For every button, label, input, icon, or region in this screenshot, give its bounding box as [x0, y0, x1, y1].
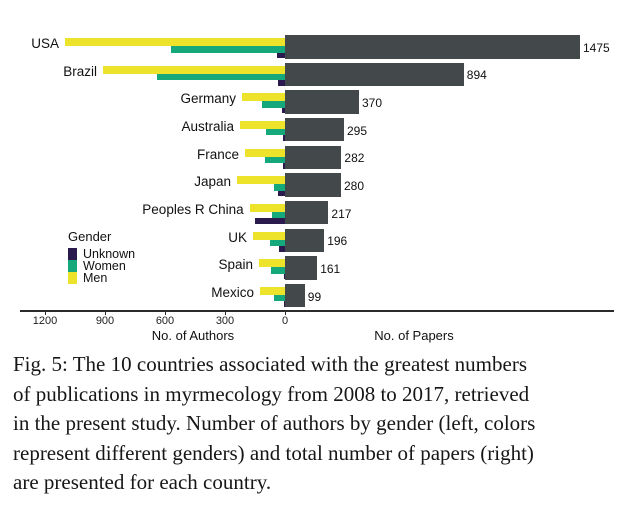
- caption-line: of publications in myrmecology from 2008 to 2017, retrieved: [13, 381, 530, 406]
- papers-bar: [285, 284, 305, 308]
- unknown-authors-bar: [284, 301, 285, 307]
- women-authors-bar: [265, 157, 285, 164]
- country-label: USA: [31, 36, 59, 51]
- gender-legend: [68, 229, 135, 284]
- unknown-authors-bar: [278, 80, 285, 86]
- right-axis-title: No. of Papers: [374, 328, 454, 343]
- country-label: France: [196, 146, 239, 162]
- country-label: Spain: [218, 257, 253, 273]
- paper-count-label: 196: [327, 234, 348, 249]
- legend-label-women: Women: [83, 259, 126, 273]
- women-authors-bar: [266, 129, 285, 136]
- paper-count-label: 370: [362, 96, 383, 111]
- caption-line: in the present study. Number of authors by gender (left, colors: [13, 411, 536, 435]
- paper-count-label: 99: [307, 289, 322, 304]
- men-authors-bar: [65, 38, 285, 46]
- men-authors-bar: [242, 93, 285, 101]
- country-label: Japan: [194, 174, 231, 190]
- papers-bar: [285, 201, 328, 225]
- caption-line: Fig. 5: The 10 countries associated with the greatest numbers: [13, 352, 527, 376]
- papers-bar: [285, 256, 317, 280]
- unknown-authors-bar: [277, 53, 285, 59]
- men-authors-bar: [237, 176, 285, 184]
- unknown-authors-bar: [284, 274, 285, 280]
- unknown-authors-bar: [255, 218, 285, 224]
- x-axis-line: [20, 310, 614, 312]
- unknown-authors-bar: [282, 108, 285, 114]
- unknown-authors-bar: [283, 163, 285, 169]
- tick-label: 300: [215, 315, 235, 327]
- unknown-swatch-icon: [68, 248, 77, 260]
- tick-label: 1200: [32, 315, 58, 327]
- papers-bar: [285, 35, 580, 59]
- unknown-authors-bar: [279, 246, 285, 252]
- men-authors-bar: [250, 204, 285, 212]
- paper-count-label: 280: [344, 179, 365, 193]
- country-label: UK: [228, 229, 247, 245]
- figure-caption: [13, 350, 629, 498]
- unknown-authors-bar: [283, 135, 285, 141]
- papers-bar: [285, 63, 464, 87]
- chart-row-mexico: [0, 284, 634, 308]
- paper-count-label: 282: [344, 151, 365, 166]
- unknown-authors-bar: [278, 191, 285, 197]
- chart-row-japan: [0, 173, 634, 197]
- women-swatch-icon: [68, 260, 77, 272]
- country-label: Peoples R China: [142, 201, 244, 217]
- left-axis-title: No. of Authors: [151, 328, 235, 343]
- paper-count-label: 1475: [583, 40, 610, 55]
- country-label: Australia: [181, 118, 234, 134]
- chart-row-germany: [0, 90, 634, 114]
- paper-count-label: 217: [331, 206, 352, 221]
- caption-line: are presented for each country.: [13, 470, 272, 494]
- men-authors-bar: [260, 287, 285, 295]
- tick-label: 0: [281, 315, 289, 327]
- papers-bar: [285, 118, 344, 142]
- women-authors-bar: [171, 46, 285, 53]
- chart-row-brazil: [0, 63, 634, 87]
- men-swatch-icon: [68, 272, 77, 284]
- papers-bar: [285, 173, 341, 197]
- papers-bar: [285, 146, 341, 170]
- country-label: Brazil: [63, 63, 97, 79]
- chart-row-australia: [0, 118, 634, 142]
- legend-title: Gender: [68, 229, 112, 244]
- caption-line: represent different genders) and total number of papers (right): [13, 440, 534, 465]
- country-label: Germany: [180, 91, 236, 107]
- chart-row-usa: [0, 35, 634, 59]
- legend-label-men: Men: [83, 271, 108, 285]
- men-authors-bar: [103, 66, 285, 74]
- paper-count-label: 161: [320, 261, 341, 276]
- papers-bar: [285, 229, 324, 253]
- tick-label: 600: [155, 315, 175, 327]
- tick-label: 900: [95, 315, 115, 327]
- papers-bar: [285, 90, 359, 114]
- paper-count-label: 894: [466, 68, 487, 83]
- country-label: Mexico: [211, 284, 254, 300]
- men-authors-bar: [253, 232, 285, 240]
- paper-count-label: 295: [347, 123, 368, 138]
- chart-row-peoples-r-china: [0, 201, 634, 225]
- chart-row-france: [0, 146, 634, 170]
- legend-item-men: [68, 272, 135, 284]
- men-authors-bar: [245, 149, 285, 157]
- men-authors-bar: [259, 259, 285, 267]
- men-authors-bar: [240, 121, 285, 129]
- women-authors-bar: [157, 74, 285, 81]
- legend-label-unknown: Unknown: [83, 247, 136, 261]
